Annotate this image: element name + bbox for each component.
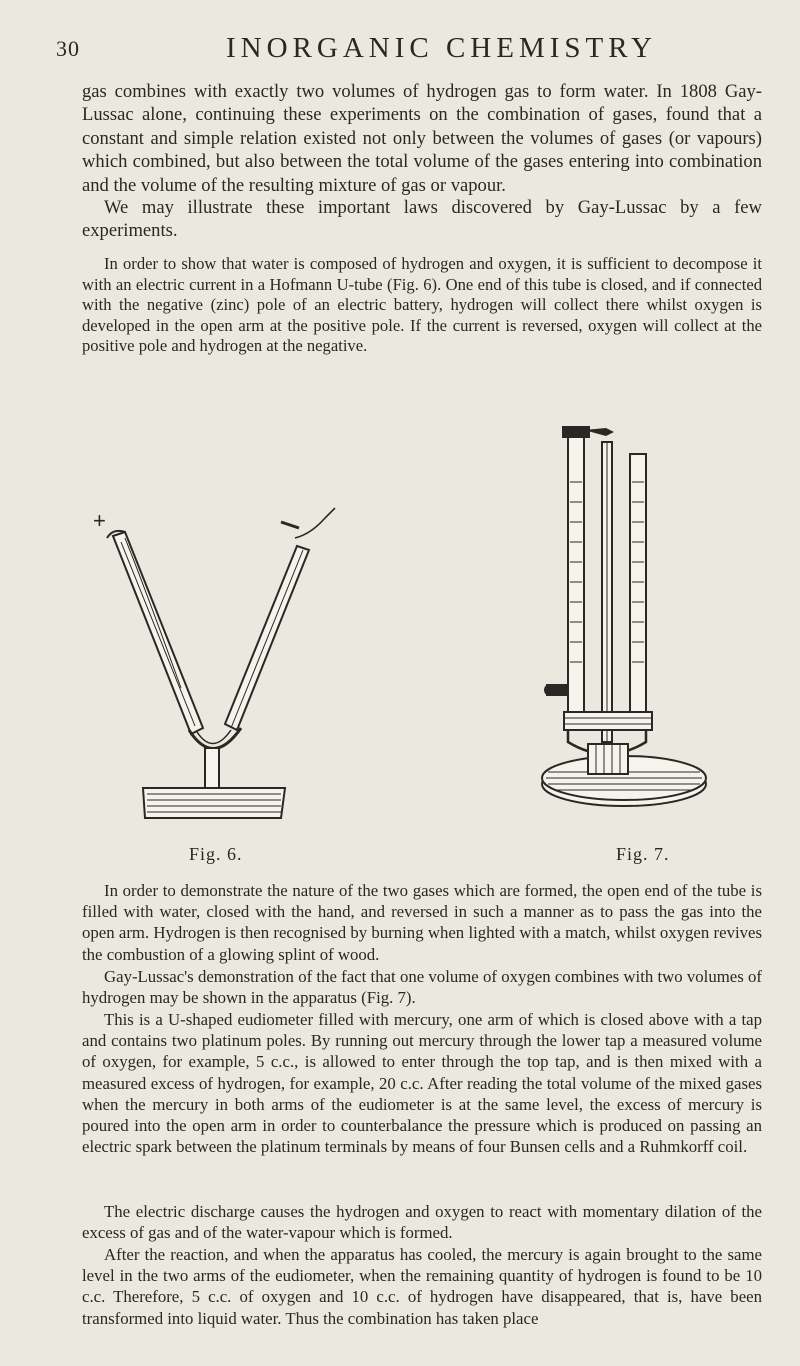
plus-sign: +: [93, 508, 106, 533]
paragraph-2: We may illustrate these important laws discovered by Gay-Lussac by a few experiments.: [82, 197, 762, 242]
page-number: 30: [56, 36, 80, 61]
eudiometer-illustration: [540, 422, 720, 842]
paragraph-8: After the reaction, and when the apparatus has cooled, the mercury is again brought to the same level in the two arms of the eudiometer, when the remaining quantity of hydrogen is found to be 10 c.c. Therefore, 5 c.c. of oxygen and 10 c.c. of hydrogen have disappeared, that is, have been transformed into liquid water. Thus the combination has taken place: [82, 1245, 762, 1328]
figure-6: [85, 498, 345, 864]
paragraph-1: gas combines with exactly two volumes of hydrogen gas to form water. In 1808 Gay-Lussac alone, continuing these experiments on the combination of gases, found that a constant and simple relation existed not only between the volumes of gases (or vapours) which combined, but also between the total volume of the gases entering into combination and the volume of the resulting mixture of gas or vapour.: [82, 81, 762, 196]
paragraph-3: In order to show that water is composed of hydrogen and oxygen, it is sufficient to decompose it with an electric current in a Hofmann U-tube (Fig. 6). One end of this tube is closed, and if connected with the negative (zinc) pole of an electric battery, hydrogen will collect there whilst oxygen is developed in the open arm at the positive pole. If the current is reversed, oxygen will collect at the positive pole and hydrogen at the negative.: [82, 254, 762, 356]
paragraph-5: Gay-Lussac's demonstration of the fact that one volume of oxygen combines with two volumes of hydrogen may be shown in the apparatus (Fig. 7).: [82, 967, 762, 1008]
paragraph-7: The electric discharge causes the hydrogen and oxygen to react with momentary dilation of the excess of gas and of the water-vapour which is formed.: [82, 1202, 762, 1243]
figure-6-caption: Fig. 6.: [189, 844, 243, 864]
running-head: INORGANIC CHEMISTRY: [226, 32, 657, 64]
hofmann-u-tube-illustration: [85, 498, 345, 838]
figure-7: [540, 422, 720, 864]
paragraph-6: This is a U-shaped eudiometer filled with mercury, one arm of which is closed above with a tap and contains two platinum poles. By running out mercury through the lower tap a measured volume of oxygen, for example, 5 c.c., is allowed to enter through the top tap, and is then mixed with a measured excess of hydrogen, for example, 20 c.c. After reading the total volume of the mixed gases when the mercury in both arms of the eudiometer is at the same level, the excess of mercury is poured into the open arm in order to counterbalance the pressure which is produced on passing an electric spark between the platinum terminals by means of four Bunsen cells and a Ruhmkorff coil.: [82, 1010, 762, 1157]
figure-7-caption: Fig. 7.: [616, 844, 670, 864]
paragraph-4: In order to demonstrate the nature of the two gases which are formed, the open end of the tube is filled with water, closed with the hand, and reversed in such a manner as to pass the gas into the open arm. Hydrogen is then recognised by burning when lighted with a match, whilst oxygen revives the combustion of a glowing splint of wood.: [82, 881, 762, 964]
page-header: [56, 30, 756, 70]
